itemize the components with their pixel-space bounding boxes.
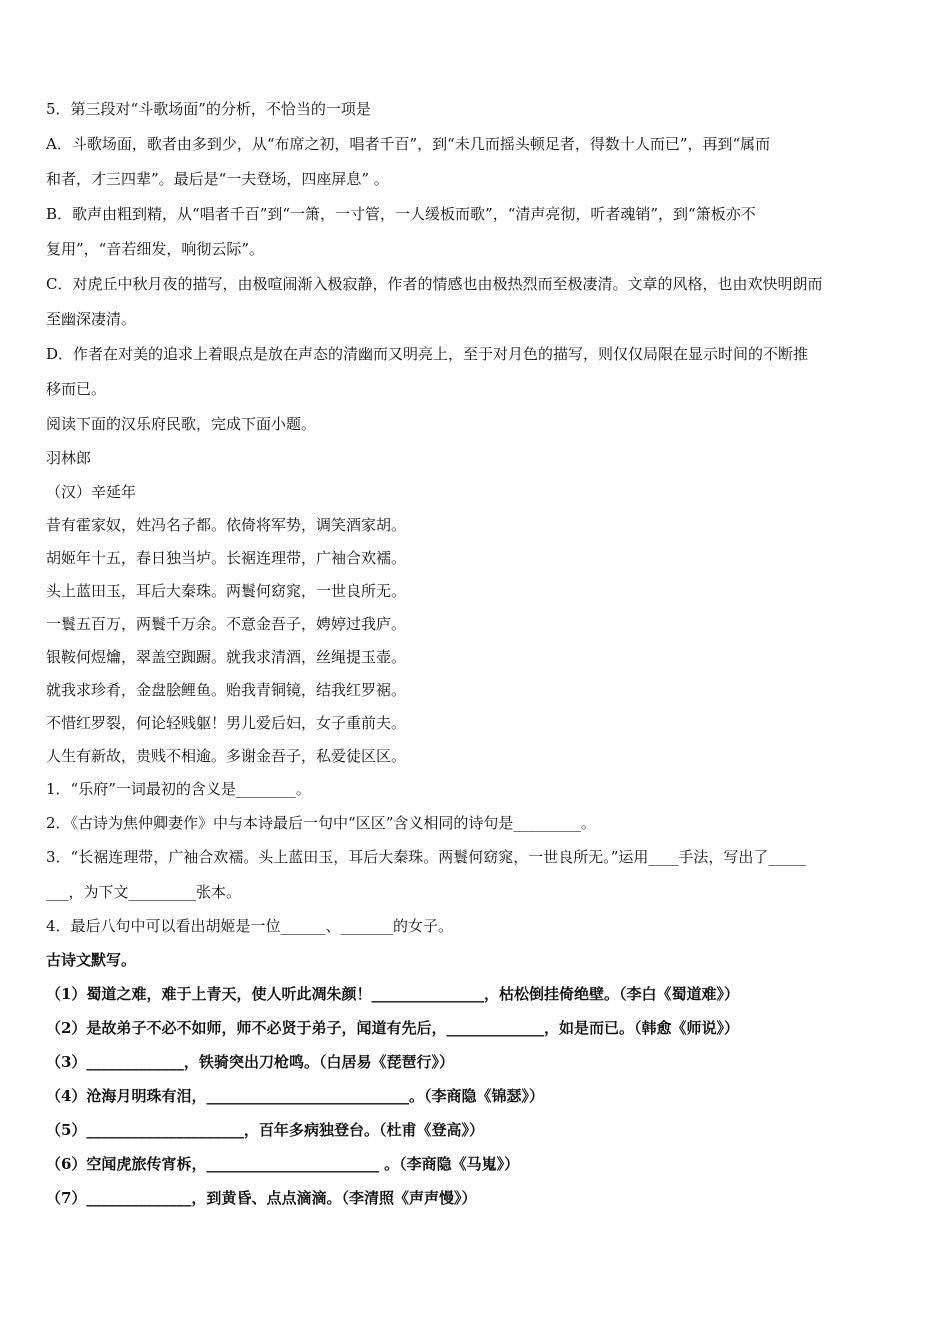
poem-line: 银鞍何煜爚，翠盖空踟蹰。就我求清酒，丝绳提玉壶。 <box>46 648 407 666</box>
question-1: 1．“乐府”一词最初的含义是________。 <box>46 780 311 798</box>
poem-line: 人生有新故，贵贱不相逾。多谢金吾子，私爱徒区区。 <box>46 747 407 765</box>
poem-line: 不惜红罗裂，何论轻贱躯！男儿爱后妇，女子重前夫。 <box>46 714 407 732</box>
option-a-line2: 和者，才三四辈”。最后是“一夫登场，四座屏息” 。 <box>46 170 389 188</box>
poem-author: （汉）辛延年 <box>46 483 137 501</box>
poem-line: 一鬟五百万，两鬟千万余。不意金吾子，娉婷过我庐。 <box>46 615 407 633</box>
poem-line: 头上蓝田玉，耳后大秦珠。两鬟何窈窕，一世良所无。 <box>46 582 407 600</box>
option-d-line1: D．作者在对美的追求上着眼点是放在声态的清幽而又明亮上，至于对月色的描写，则仅仅局限在显示时间的不断推 <box>46 345 809 363</box>
question-5-stem: 5．第三段对“斗歌场面”的分析，不恰当的一项是 <box>46 100 371 118</box>
dictation-heading: 古诗文默写。 <box>46 951 137 969</box>
option-a-line1: A．斗歌场面，歌者由多到少，从“布席之初，唱者千百”，到“未几而摇头顿足者，得数十人而已”，再到“属而 <box>46 135 771 153</box>
option-b-line1: B．歌声由粗到精，从“唱者千百”到“一箫，一寸管，一人缓板而歌”，“清声亮彻，听者魂销”，到“箫板亦不 <box>46 205 756 223</box>
option-b-line2: 复用”，“音若细发，响彻云际”。 <box>46 240 265 258</box>
poem-line: 昔有霍家奴，姓冯名子都。依倚将军势，调笑酒家胡。 <box>46 516 407 534</box>
option-c-line2: 至幽深凄清。 <box>46 310 137 328</box>
poem-title: 羽林郎 <box>46 449 92 467</box>
poem-line: 胡姬年十五，春日独当垆。长裾连理带，广袖合欢襦。 <box>46 549 407 567</box>
dictation-item: （2）是故弟子不必不如师，师不必贤于弟子，闻道有先后，_____________，如是而已。（韩愈《师说》） <box>46 1019 739 1037</box>
dictation-item: （4）沧海月明珠有泪，___________________________。（李商隐《锦瑟》） <box>46 1087 544 1105</box>
question-4: 4．最后八句中可以看出胡姬是一位______、_______的女子。 <box>46 917 454 935</box>
poem-intro: 阅读下面的汉乐府民歌，完成下面小题。 <box>46 415 317 433</box>
option-d-line2: 移而已。 <box>46 380 107 398</box>
question-3-line2: ___，为下文_________张本。 <box>46 883 242 901</box>
dictation-item: （3）_____________，铁骑突出刀枪鸣。（白居易《琵琶行》） <box>46 1053 454 1071</box>
dictation-item: （5）_____________________，百年多病独登台。（杜甫《登高》） <box>46 1121 484 1139</box>
question-2: 2．《古诗为焦仲卿妻作》中与本诗最后一句中“区区”含义相同的诗句是_________。 <box>46 814 596 832</box>
document-page <box>46 98 908 1209</box>
dictation-item: （6）空闻虎旅传宵柝，_______________________ 。（李商隐《马嵬》） <box>46 1155 520 1173</box>
dictation-item: （7）______________，到黄昏、点点滴滴。（李清照《声声慢》） <box>46 1189 477 1207</box>
poem-line: 就我求珍肴，金盘脍鲤鱼。贻我青铜镜，结我红罗裾。 <box>46 681 407 699</box>
option-c-line1: C．对虎丘中秋月夜的描写，由极喧闹渐入极寂静，作者的情感也由极热烈而至极凄清。文章的风格，也由欢快明朗而 <box>46 275 823 293</box>
dictation-item: （1）蜀道之难，难于上青天，使人听此凋朱颜！_______________，枯松倒挂倚绝壁。（李白《蜀道难》） <box>46 985 739 1003</box>
question-3-line1: 3．“长裾连理带，广袖合欢襦。头上蓝田玉，耳后大秦珠。两鬟何窈窕，一世良所无。”运用____手法，写出了_____ <box>46 848 806 866</box>
